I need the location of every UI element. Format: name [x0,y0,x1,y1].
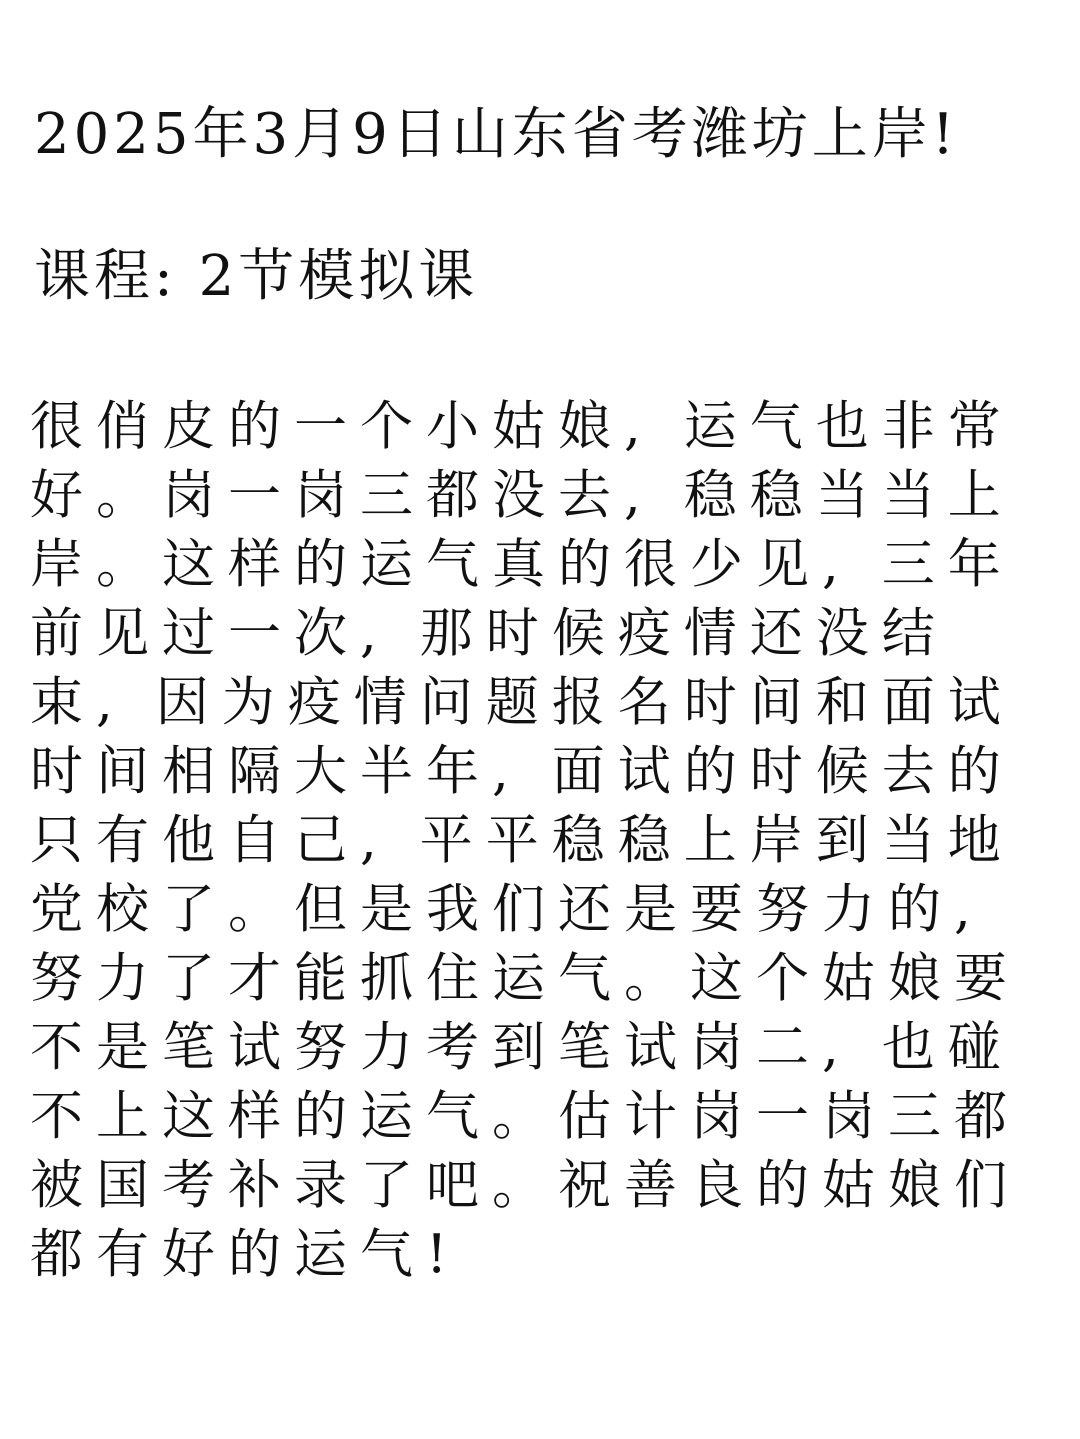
body-line: 前见过一次, 那时候疫情还没结 [30,603,948,664]
body-line: 很俏皮的一个小姑娘, 运气也非常 [30,396,1014,457]
body-line: 不是笔试努力考到笔试岗二, 也碰 [30,1017,1014,1078]
body-line: 党校了。但是我们还是要努力的, [30,879,984,940]
body-line: 时间相隔大半年, 面试的时候去的 [30,741,1014,802]
body-line: 束, 因为疫情问题报名时间和面试 [30,672,1014,733]
body-line: 都有好的运气! [30,1224,461,1285]
note-heading: 2025年3月9日山东省考潍坊上岸! [34,102,959,167]
course-line: 课程: 2节模拟课 [34,244,479,309]
body-line: 不上这样的运气。估计岗一岗三都 [30,1086,1020,1147]
body-line: 岸。这样的运气真的很少见, 三年 [30,534,1014,595]
body-line: 只有他自己, 平平稳稳上岸到当地 [30,810,1014,871]
body-line: 被国考补录了吧。祝善良的姑娘们 [30,1155,1020,1216]
body-line: 好。岗一岗三都没去, 稳稳当当上 [30,465,1014,526]
body-line: 努力了才能抓住运气。这个姑娘要 [30,948,1020,1009]
note-body [30,392,1060,1289]
